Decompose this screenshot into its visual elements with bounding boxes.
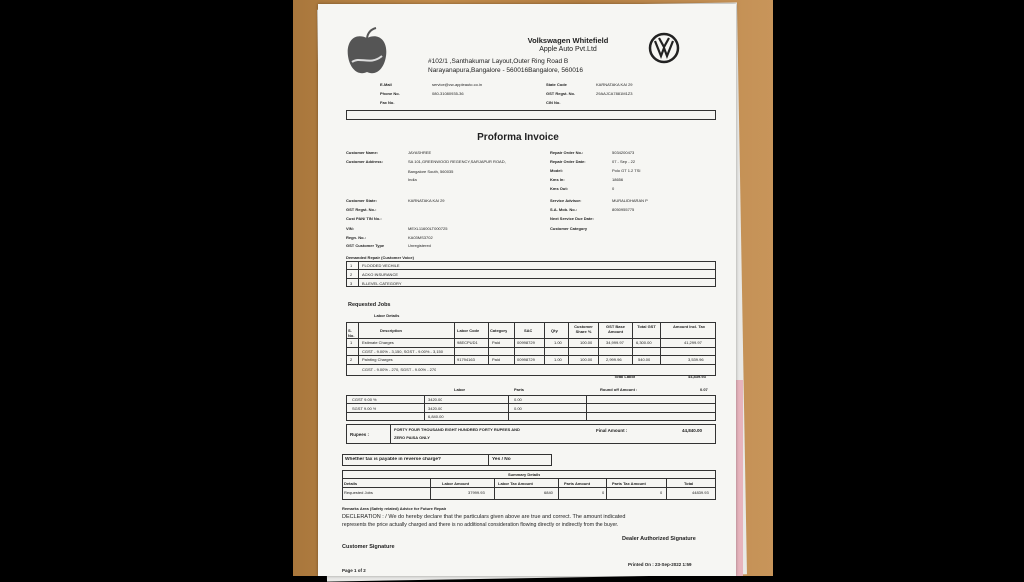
col-header: S. No.: [348, 328, 355, 338]
customer-address-line1: SA 101,GREENWOOD REGENCY,SARJAPUR ROAD,: [408, 159, 506, 164]
table-cell: 91794163: [457, 357, 475, 362]
model-label: Model:: [550, 168, 563, 173]
model-value: Polo GT 1.2 TSI: [612, 168, 641, 173]
table-cell: 2,999.96: [606, 357, 622, 362]
col-header: Customer Share %: [574, 324, 593, 334]
table-cell: Estimate Charges: [362, 340, 394, 345]
final-amount-label: Final Amount :: [596, 428, 628, 433]
rupees-label: Rupees :: [350, 432, 370, 437]
summary-parts-header: Parts: [514, 387, 525, 392]
dealer-company: Apple Auto Pvt.Ltd: [539, 46, 597, 53]
kms-out-value: 0: [612, 186, 615, 191]
service-advisor-label: Service Advisor:: [550, 198, 582, 203]
table-cell: 100.00: [580, 340, 593, 345]
demanded-table: [346, 261, 716, 287]
summary-cell: 44839.93: [692, 490, 709, 495]
fax-label: Fax No.: [380, 100, 395, 105]
summary-cell: 0: [660, 490, 663, 495]
sa-mob-label: S.A. Mob. No.:: [550, 207, 578, 212]
table-cell: 2: [350, 357, 353, 362]
email-label: E-Mail: [380, 82, 392, 87]
tax-row-labor: 6,840.00: [428, 414, 444, 419]
tax-breakdown: CGST - 9.00% - 3,150, SGST - 9.00% - 3,150: [362, 349, 444, 354]
tax-row-parts: 0.00: [514, 406, 522, 411]
demanded-heading: Demanded Repair (Customer Voice): [346, 255, 414, 260]
regn-value: KA03MS3702: [408, 235, 433, 240]
invoice-title: Proforma Invoice: [477, 132, 559, 143]
service-advisor-value: MURALIDHARAN P: [612, 198, 648, 203]
tax-row-labor: 3420.00: [428, 397, 443, 402]
printed-on: Printed On : 23-Sep-2022 1:59: [628, 562, 692, 567]
declaration-line2: represents the price actually charged and there is no additional consideration flowing directly or indirectly from the buyer.: [342, 522, 619, 528]
col-header: Total GST: [637, 324, 656, 329]
pink-page-edge: [735, 380, 743, 576]
summary-col-header: Labor Tax Amount: [498, 481, 533, 486]
dealer-name: Volkswagen Whitefield: [527, 36, 609, 45]
header-divider-box: [346, 110, 716, 120]
summary-cell: 6840: [544, 490, 553, 495]
total-labor-label: Total Labor: [614, 374, 636, 379]
tax-summary-table: [346, 395, 716, 421]
tax-row-labor: 3420.00: [428, 406, 443, 411]
col-header: GST Base Amount: [606, 324, 625, 334]
table-cell: Paid: [492, 340, 501, 345]
table-cell: 100.00: [580, 357, 593, 362]
repair-order-no-value: 5034200473: [612, 150, 635, 155]
summary-col-header: Parts Amount: [564, 481, 591, 486]
state-code-value: KARNATAKA KAI 29: [596, 82, 633, 87]
vin-label: VIN:: [346, 226, 354, 231]
gst-value: 29AAJCA7881M1Z3: [596, 91, 633, 96]
summary-cell: 37999.93: [468, 490, 485, 495]
regn-label: Regn. No.:: [346, 235, 366, 240]
table-cell: Paid: [492, 357, 501, 362]
final-amount-value: 44,840.00: [682, 428, 703, 433]
rupees-words-line2: ZERO PAISA ONLY: [394, 435, 430, 440]
summary-cell: Requested Jobs: [344, 490, 373, 495]
customer-pan-label: Cust PAN/ TIN No.:: [346, 216, 382, 221]
table-cell: 41,299.97: [684, 340, 702, 345]
round-off-value: 0.07: [700, 387, 708, 392]
repair-order-date-label: Repair Order Date:: [550, 159, 586, 164]
kms-in-label: Kms In:: [550, 177, 565, 182]
tax-breakdown: CGST - 9.00% - 270, SGST - 9.00% - 270: [362, 367, 437, 372]
col-header: Labor Code: [457, 328, 480, 333]
demanded-item: B-LEVEL CATEGORY: [362, 281, 402, 286]
demanded-no: 2: [350, 272, 353, 277]
table-cell: 1: [350, 340, 353, 345]
requested-jobs-heading: Requested Jobs: [348, 302, 391, 308]
remarks-heading: Remarks Area (Safety related) Advice for Future Repair: [342, 506, 447, 511]
table-cell: 3,539.96: [688, 357, 704, 362]
apple-logo-icon: [344, 26, 390, 78]
tax-row-label: SGST 9.00 %: [352, 406, 377, 411]
state-code-label: State Code: [546, 82, 567, 87]
customer-signature-label: Customer Signature: [342, 544, 395, 550]
customer-address-line2: Bangalore South, 560035: [408, 169, 454, 174]
demanded-item: ACKO INSURANCE: [362, 272, 399, 277]
gst-label: GST Regst. No.: [546, 91, 576, 96]
email-value: service@vw-appleauto.co.in: [432, 82, 483, 87]
gst-type-value: Unregistered: [408, 243, 431, 248]
col-header: Description: [380, 328, 403, 333]
kms-in-value: 18656: [612, 177, 624, 182]
table-cell: 34,999.97: [606, 340, 624, 345]
repair-order-no-label: Repair Order No.:: [550, 150, 584, 155]
table-cell: 540.00: [638, 357, 651, 362]
customer-name-value: JAYASHREE: [408, 150, 432, 155]
dealer-address-line1: #102/1 ,Santhakumar Layout,Outer Ring Road B: [428, 58, 569, 65]
phone-label: Phone No.: [380, 91, 400, 96]
summary-col-header: Details: [344, 481, 358, 486]
table-cell: 6,300.00: [636, 340, 652, 345]
repair-order-date-value: 07 - Sep - 22: [612, 159, 636, 164]
summary-labor-header: Labor: [454, 387, 466, 392]
rupees-words-line1: FORTY FOUR THOUSAND EIGHT HUNDRED FORTY RUPEES AND: [394, 427, 520, 432]
customer-address-line3: India: [408, 177, 417, 182]
table-cell: 1.00: [554, 340, 562, 345]
table-cell: 1.00: [554, 357, 562, 362]
customer-category-label: Customer Category: [550, 226, 588, 231]
table-cell: Painting Charges: [362, 357, 393, 362]
summary-col-header: Labor Amount: [442, 481, 470, 486]
summary-col-header: Total: [684, 481, 694, 486]
declaration-line1: DECLERATION : / We do hereby declare that the particulars given above are true and correct. The amount indicated: [342, 514, 626, 520]
labor-details-heading: Labor Details: [374, 313, 400, 318]
dealer-signature-label: Dealer Authorized Signature: [622, 536, 696, 542]
table-cell: 98ECPUD1: [457, 340, 478, 345]
next-service-label: Next Service Due Date:: [550, 216, 594, 221]
total-labor-value: 44,839.93: [688, 374, 706, 379]
table-cell: 00998729: [517, 357, 535, 362]
table-cell: 00998729: [517, 340, 535, 345]
col-header: Amount Incl. Tax: [673, 324, 705, 329]
cin-label: CIN No.: [546, 100, 561, 105]
kms-out-label: Kms Out:: [550, 186, 568, 191]
customer-name-label: Customer Name:: [346, 150, 379, 155]
round-off-label: Round off Amount :: [600, 387, 638, 392]
dealer-address-line2: Narayanapura,Bangalore - 560016Bangalore, 560016: [428, 67, 584, 74]
summary-col-header: Parts Tax Amount: [612, 481, 646, 486]
col-header: Category: [490, 328, 508, 333]
demanded-item: FLOODED VECHILE: [362, 263, 400, 268]
customer-state-label: Customer State:: [346, 198, 377, 203]
phone-value: 080-31080935-36: [432, 91, 464, 96]
gst-type-label: GST Customer Type: [346, 243, 385, 248]
reverse-charge-answer: Yes / No: [492, 457, 511, 462]
col-header: Qty.: [551, 328, 559, 333]
col-header: SAC: [524, 328, 533, 333]
customer-address-label: Customer Address:: [346, 159, 383, 164]
demanded-no: 3: [350, 281, 353, 286]
reverse-charge-question: Whether tax is payable in reverse charge?: [345, 457, 441, 462]
page-number: Page 1 of 2: [342, 568, 366, 573]
sa-mob-value: 8050955775: [612, 207, 635, 212]
customer-gst-label: GST Regst. No.:: [346, 207, 377, 212]
invoice-page: [318, 4, 736, 576]
demanded-no: 1: [350, 263, 353, 268]
tax-row-parts: 0.00: [514, 397, 522, 402]
vin-value: MEXL11600LT000725: [408, 226, 448, 231]
summary-details-heading: Summary Details: [508, 472, 541, 477]
customer-state-value: KARNATAKA KAI 29: [408, 198, 445, 203]
tax-row-label: CGST 9.00 %: [352, 397, 377, 402]
summary-cell: 0: [602, 490, 605, 495]
